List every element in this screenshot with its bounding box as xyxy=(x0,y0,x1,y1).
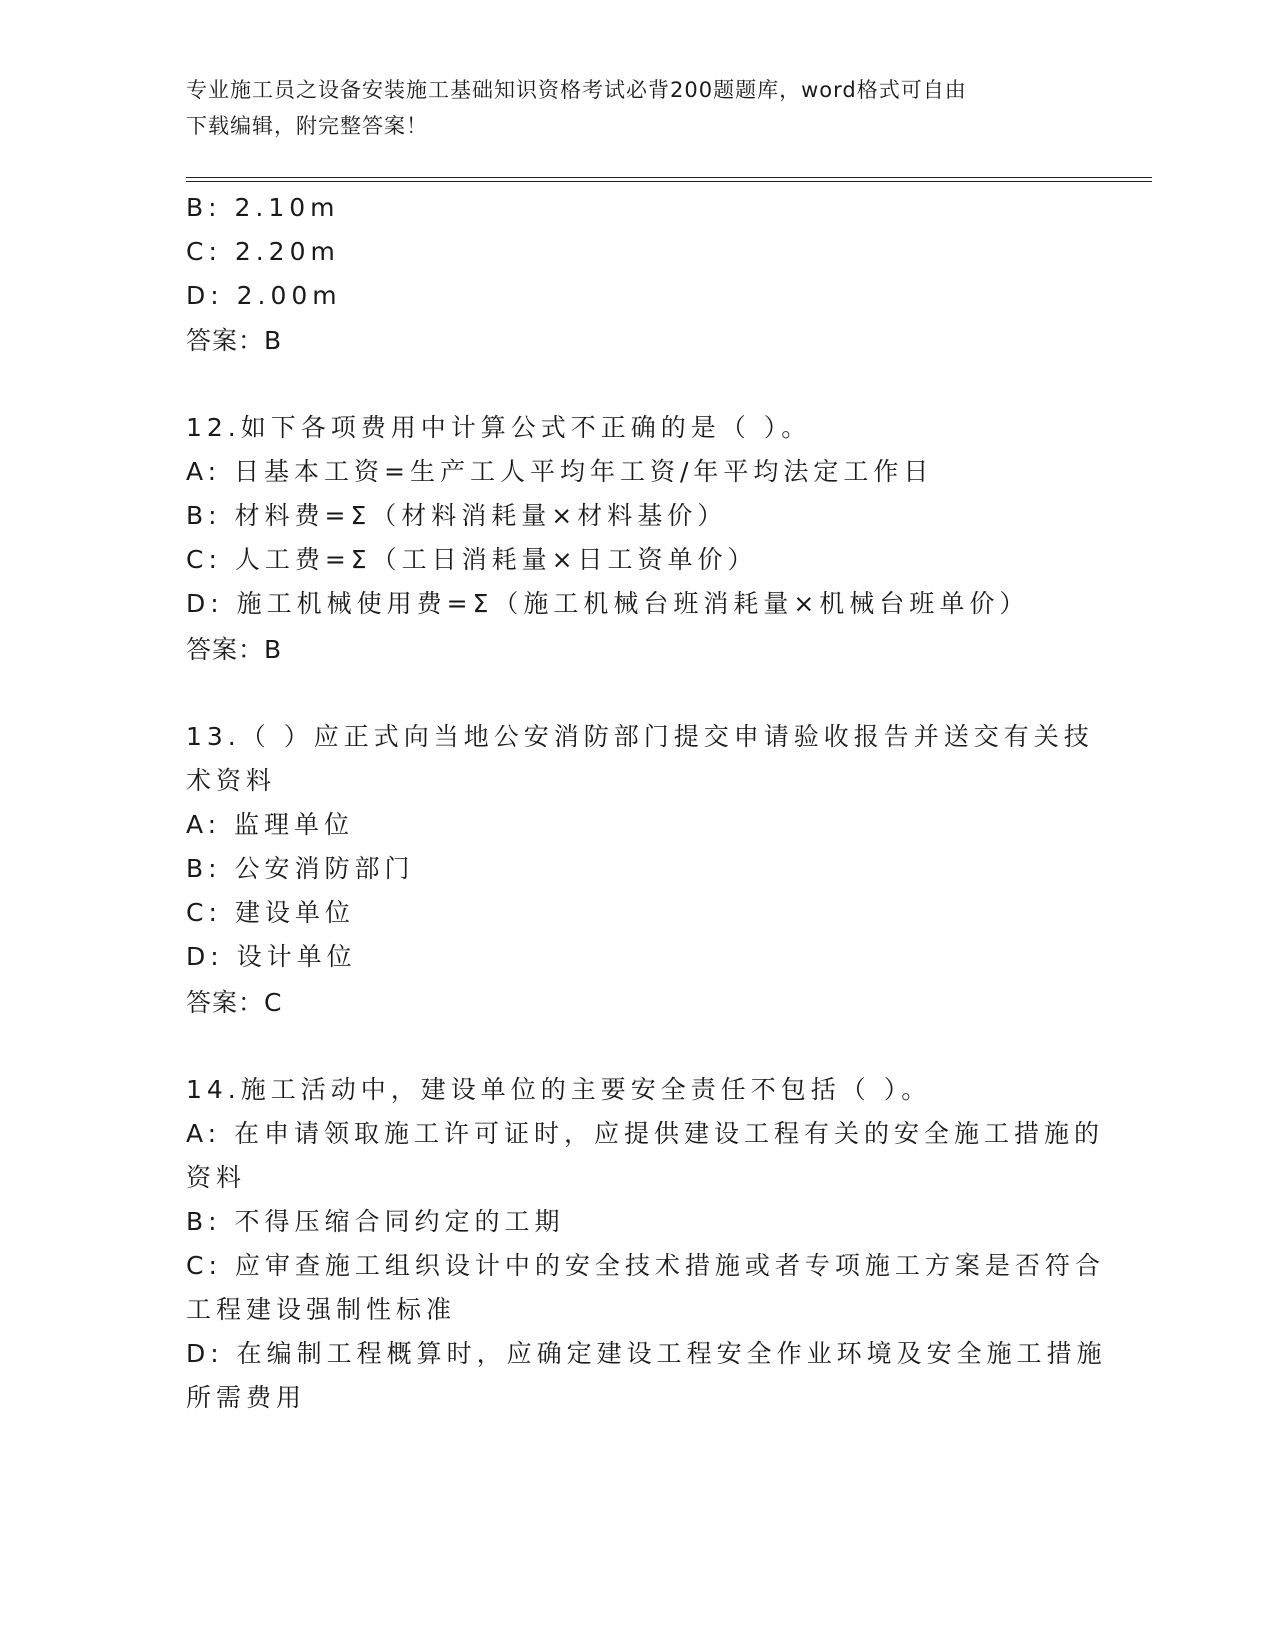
q12-option-b: B: 材料费=Σ（材料消耗量×材料基价） xyxy=(186,501,728,530)
q14-option-c-line-2: 工程建设强制性标准 xyxy=(186,1295,457,1324)
q13-option-c: C: 建设单位 xyxy=(186,898,355,927)
header-line-2: 下载编辑，附完整答案！ xyxy=(186,114,428,138)
q12-answer: 答案：B xyxy=(186,635,283,664)
q14-option-a-line-2: 资料 xyxy=(186,1163,247,1192)
q13-stem-line-2: 术资料 xyxy=(186,766,277,795)
document-header xyxy=(186,72,1066,144)
q14-option-c-line-1: C: 应审查施工组织设计中的安全技术措施或者专项施工方案是否符合 xyxy=(186,1251,1105,1280)
q13-option-d: D: 设计单位 xyxy=(186,942,357,971)
header-line-1: 专业施工员之设备安装施工基础知识资格考试必背200题题库，word格式可自由 xyxy=(186,78,967,102)
q12-option-d: D: 施工机械使用费=Σ（施工机械台班消耗量×机械台班单价） xyxy=(186,589,1030,618)
q11-option-d: D: 2.00m xyxy=(186,281,342,310)
header-rule-bottom xyxy=(186,181,1152,182)
q13-answer: 答案：C xyxy=(186,988,283,1017)
q12-stem: 12.如下各项费用中计算公式不正确的是（ ）。 xyxy=(186,413,812,442)
q14-stem: 14.施工活动中，建设单位的主要安全责任不包括（ ）。 xyxy=(186,1075,932,1104)
q11-option-c: C: 2.20m xyxy=(186,237,340,266)
q12-option-c: C: 人工费=Σ（工日消耗量×日工资单价） xyxy=(186,545,758,574)
q14-option-b: B: 不得压缩合同约定的工期 xyxy=(186,1207,565,1236)
header-rule-top xyxy=(186,177,1152,178)
q13-option-a: A: 监理单位 xyxy=(186,810,355,839)
q12-option-a: A: 日基本工资=生产工人平均年工资/年平均法定工作日 xyxy=(186,457,934,486)
q13-option-b: B: 公安消防部门 xyxy=(186,854,415,883)
q11-option-b: B: 2.10m xyxy=(186,193,340,222)
q11-answer: 答案：B xyxy=(186,326,283,355)
q14-option-d-line-2: 所需费用 xyxy=(186,1383,307,1412)
q14-option-d-line-1: D: 在编制工程概算时，应确定建设工程安全作业环境及安全施工措施 xyxy=(186,1339,1107,1368)
q13-stem-line-1: 13.（ ）应正式向当地公安消防部门提交申请验收报告并送交有关技 xyxy=(186,722,1094,751)
q14-option-a-line-1: A: 在申请领取施工许可证时，应提供建设工程有关的安全施工措施的 xyxy=(186,1119,1105,1148)
